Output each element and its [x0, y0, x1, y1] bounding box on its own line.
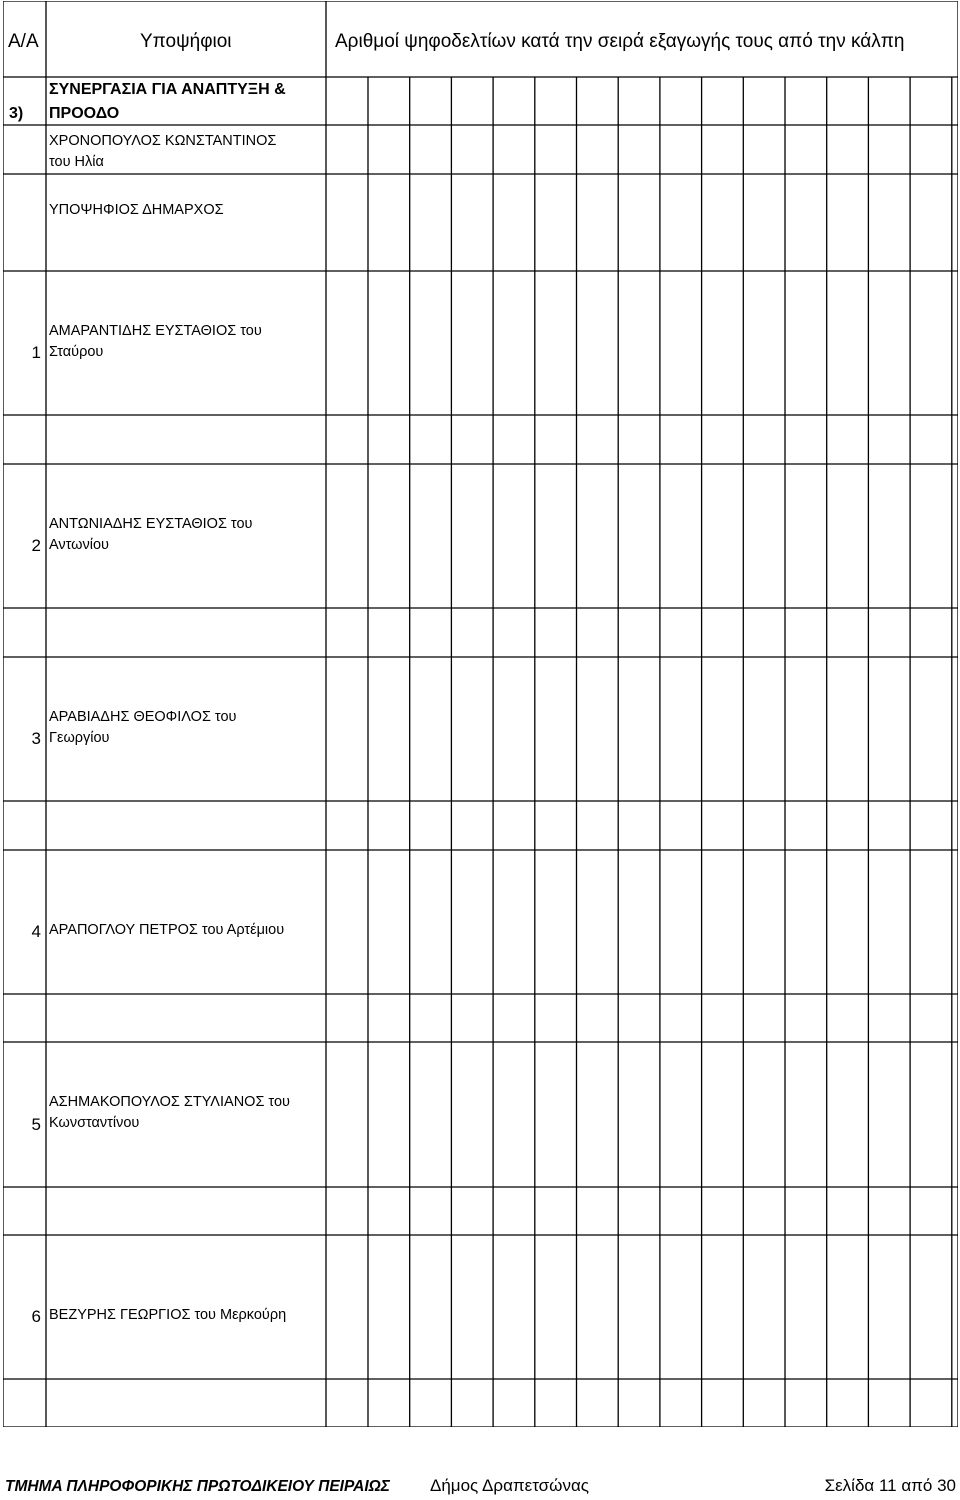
party-leader-line2: του Ηλία [49, 154, 104, 170]
candidate-name-line1: ΑΜΑΡΑΝΤΙΔΗΣ ΕΥΣΤΑΘΙΟΣ του [49, 323, 262, 339]
tally-sheet [3, 1, 958, 1427]
party-number: 3) [9, 105, 24, 122]
header-index: Α/Α [8, 31, 39, 52]
candidate-name-line1: ΑΡΑΠΟΓΛΟΥ ΠΕΤΡΟΣ του Αρτέμιου [49, 922, 285, 938]
candidate-name-line1: ΒΕΖΥΡΗΣ ΓΕΩΡΓΙΟΣ του Μερκούρη [49, 1307, 287, 1323]
candidate-index: 5 [31, 1115, 41, 1134]
candidate-index: 6 [31, 1307, 41, 1326]
footer-department: ΤΜΗΜΑ ΠΛΗΡΟΦΟΡΙΚΗΣ ΠΡΩΤΟΔΙΚΕΙΟΥ ΠΕΙΡΑΙΩΣ [5, 1478, 390, 1495]
candidate-name-line1: ΑΡΑΒΙΑΔΗΣ ΘΕΟΦΙΛΟΣ του [49, 709, 237, 725]
candidate-name-line2: Αντωνίου [49, 537, 109, 553]
candidate-name-line2: Κωνσταντίνου [49, 1115, 140, 1131]
candidate-name-line2: Σταύρου [49, 344, 104, 360]
header-ballot-numbers: Αριθμοί ψηφοδελτίων κατά την σειρά εξαγωγής τους από την κάλπη [335, 31, 905, 52]
party-name-line2: ΠΡΟΟΔΟ [49, 105, 120, 122]
candidate-index: 4 [31, 922, 41, 941]
candidate-index: 1 [31, 343, 41, 362]
candidate-name-line2: Γεωργίου [49, 730, 110, 746]
party-leader-line1: ΧΡΟΝΟΠΟΥΛΟΣ ΚΩΝΣΤΑΝΤΙΝΟΣ [49, 133, 277, 149]
party-name-line1: ΣΥΝΕΡΓΑΣΙΑ ΓΙΑ ΑΝΑΠΤΥΞΗ & [49, 81, 286, 98]
footer-municipality: Δήμος Δραπετσώνας [430, 1476, 589, 1495]
candidate-index: 3 [31, 729, 41, 748]
candidate-index: 2 [31, 536, 41, 555]
header-candidates: Υποψήφιοι [140, 31, 232, 52]
footer-page-number: Σελίδα 11 από 30 [824, 1476, 956, 1495]
candidate-name-line1: ΑΣΗΜΑΚΟΠΟΥΛΟΣ ΣΤΥΛΙΑΝΟΣ του [49, 1094, 290, 1110]
candidate-name-line1: ΑΝΤΩΝΙΑΔΗΣ ΕΥΣΤΑΘΙΟΣ του [49, 516, 253, 532]
mayor-candidate-label: ΥΠΟΨΗΦΙΟΣ ΔΗΜΑΡΧΟΣ [49, 202, 224, 218]
